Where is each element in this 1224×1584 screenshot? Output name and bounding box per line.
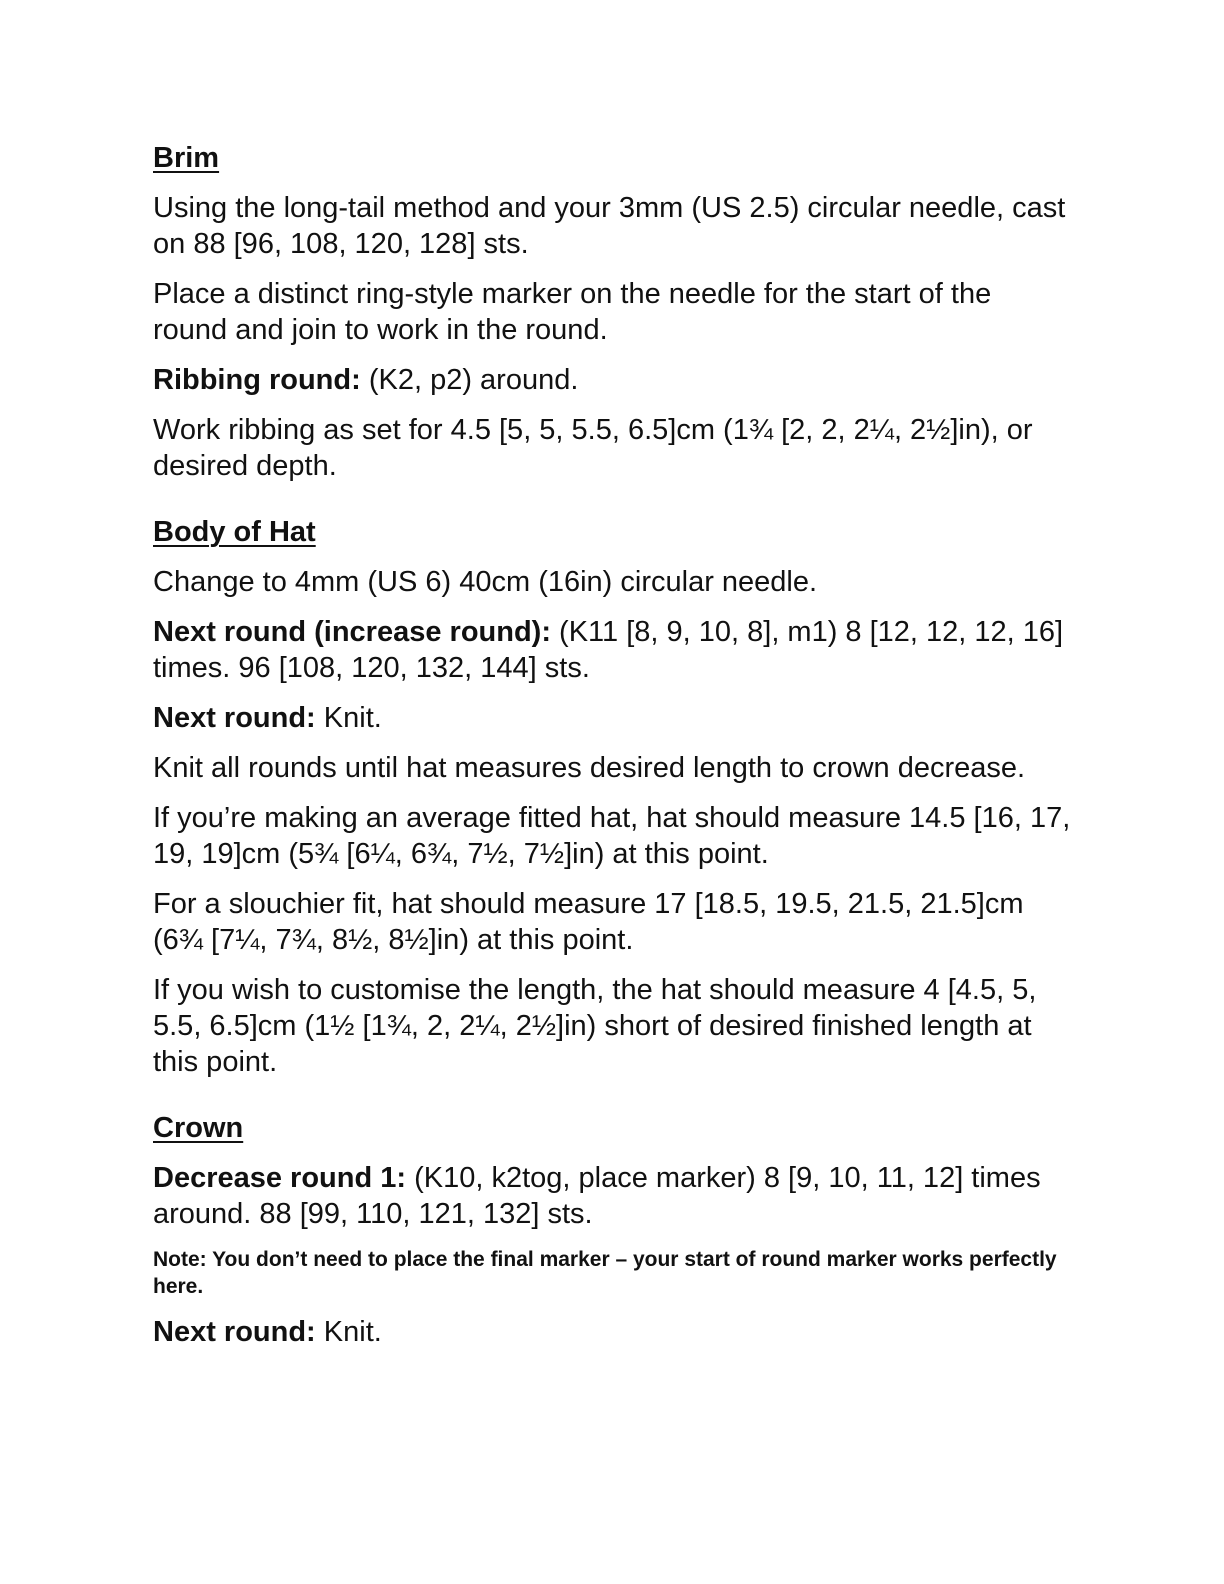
paragraph-text: If you’re making an average fitted hat, hat should measure 14.5 [16, 17, 19, 19]cm (5¾ [6¼, 6¾, 7½, 7½]in) at this point. (153, 802, 1071, 870)
paragraph-text: (K11 [8, 9, 10, 8], m1) 8 [12, 12, 12, 16] times. 96 [108, 120, 132, 144] sts. (153, 616, 1064, 684)
paragraph-lead: Decrease round 1: (153, 1162, 407, 1194)
paragraph (153, 362, 1073, 398)
paragraph-text: Change to 4mm (US 6) 40cm (16in) circular needle. (153, 566, 818, 598)
paragraph (153, 276, 1073, 348)
paragraph-text: (K10, k2tog, place marker) 8 [9, 10, 11, 12] times around. 88 [99, 110, 121, 132] sts. (153, 1162, 1041, 1230)
paragraph (153, 972, 1073, 1080)
paragraph (153, 800, 1073, 872)
paragraph (153, 886, 1073, 958)
paragraph-text: (K2, p2) around. (360, 364, 579, 396)
paragraph-lead: Next round: (153, 702, 316, 734)
paragraph-lead: Ribbing round: (153, 364, 361, 396)
paragraph-text: Knit. (315, 702, 382, 734)
paragraph-text: Using the long-tail method and your 3mm (US 2.5) circular needle, cast on 88 [96, 108, 120, 128] sts. (153, 192, 1066, 260)
note: Note: You don’t need to place the final marker – your start of round marker works perfectly here. (153, 1248, 1057, 1298)
section-body-of-hat (153, 514, 1073, 1080)
paragraph-text: Knit. (315, 1316, 382, 1348)
pattern-page (153, 140, 1073, 1380)
paragraph-text: Place a distinct ring-style marker on the needle for the start of the round and join to work in the round. (153, 278, 992, 346)
paragraph (153, 1160, 1073, 1232)
section-heading-crown: Crown (153, 1112, 244, 1144)
paragraph-lead: Next round (increase round): (153, 616, 551, 648)
paragraph-text: For a slouchier fit, hat should measure 17 [18.5, 19.5, 21.5, 21.5]cm (6¾ [7¼, 7¾, 8½, 8½]in) at this point. (153, 888, 1024, 956)
paragraph-text: If you wish to customise the length, the hat should measure 4 [4.5, 5, 5.5, 6.5]cm (1½ [1¾, 2, 2¼, 2½]in) short of desired finished length at this point. (153, 974, 1037, 1078)
paragraph (153, 750, 1073, 786)
paragraph-lead: Next round: (153, 1316, 316, 1348)
paragraph (153, 190, 1073, 262)
paragraph (153, 614, 1073, 686)
paragraph (153, 1314, 1073, 1350)
section-heading-brim: Brim (153, 142, 220, 174)
paragraph (153, 564, 1073, 600)
section-brim (153, 140, 1073, 484)
paragraph-text: Knit all rounds until hat measures desired length to crown decrease. (153, 752, 1026, 784)
section-heading-body-of-hat: Body of Hat (153, 516, 316, 548)
paragraph (153, 412, 1073, 484)
paragraph (153, 700, 1073, 736)
section-crown (153, 1110, 1073, 1350)
paragraph-text: Work ribbing as set for 4.5 [5, 5, 5.5, 6.5]cm (1¾ [2, 2, 2¼, 2½]in), or desired depth. (153, 414, 1033, 482)
